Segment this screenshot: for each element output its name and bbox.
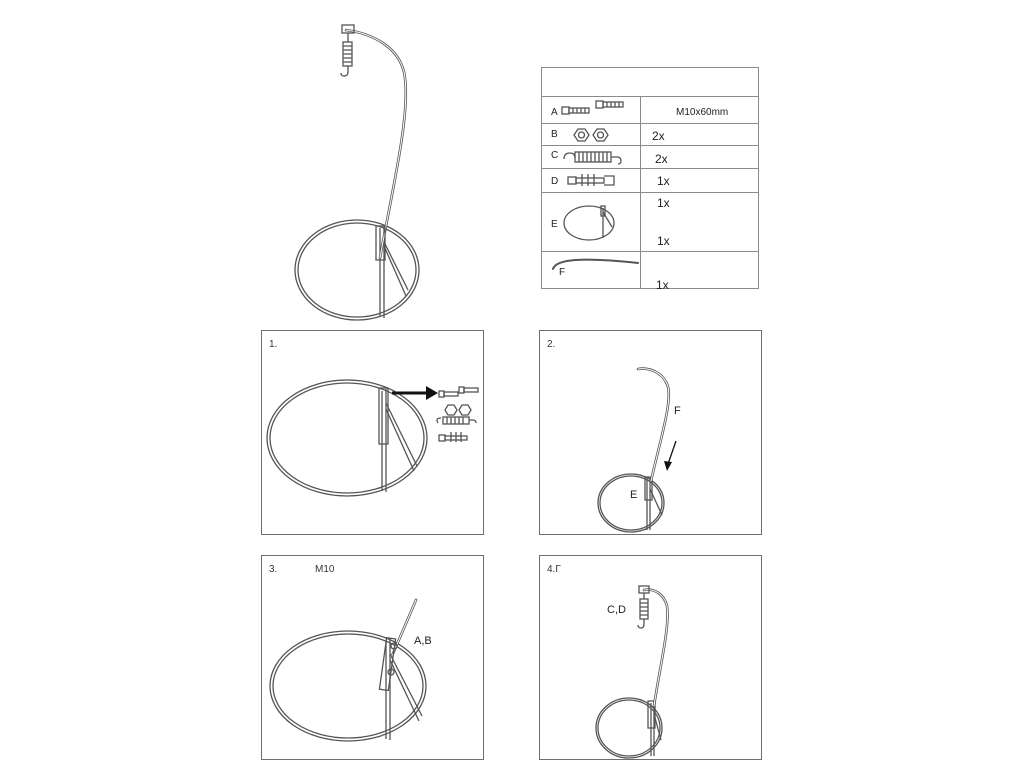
hex-nut-icon — [542, 123, 642, 145]
overview-stand-illustration — [280, 20, 440, 320]
part-letter-a: A — [551, 107, 558, 118]
part-qty-c: 2x — [655, 152, 668, 166]
base-ring-icon — [542, 192, 642, 252]
step-2-panel — [539, 330, 762, 535]
part-qty-d: 1x — [657, 174, 670, 188]
step-2-label: 2. — [547, 339, 556, 350]
overview-stand-drawing — [280, 20, 440, 320]
step-3-drawing — [262, 556, 485, 761]
step-1-drawing — [262, 331, 485, 536]
step-3-note: M10 — [315, 564, 335, 575]
step-1-panel — [261, 330, 484, 535]
part-qty-b: 2x — [652, 129, 665, 143]
part-qty-e: 1x — [657, 196, 670, 210]
arched-pole-icon — [542, 251, 642, 291]
part-letter-f: F — [559, 267, 566, 278]
part-spec-a: M10x60mm — [676, 107, 729, 118]
part-qty-extra: 1x — [657, 234, 670, 248]
step-2-callout-e: E — [630, 489, 638, 501]
step-2-drawing — [540, 331, 763, 536]
step-3-callout-ab: A,B — [414, 635, 432, 647]
part-qty-f: 1x — [656, 278, 669, 292]
step-1-label: 1. — [269, 339, 278, 350]
parts-table — [541, 67, 759, 292]
step-4-panel — [539, 555, 762, 760]
part-letter-b: B — [551, 129, 558, 140]
anchor-bolt-icon — [542, 168, 642, 192]
step-3-label: 3. — [269, 564, 278, 575]
step-4-callout-cd: C,D — [607, 604, 626, 616]
step-4-label: 4.Г — [547, 564, 561, 575]
step-3-panel — [261, 555, 484, 760]
step-2-callout-f: F — [674, 405, 681, 417]
bolt-icon — [542, 96, 642, 126]
part-letter-c: C — [551, 150, 559, 161]
part-letter-d: D — [551, 176, 559, 187]
spring-icon — [542, 145, 642, 169]
part-letter-e: E — [551, 219, 558, 230]
step-4-drawing — [540, 556, 763, 761]
